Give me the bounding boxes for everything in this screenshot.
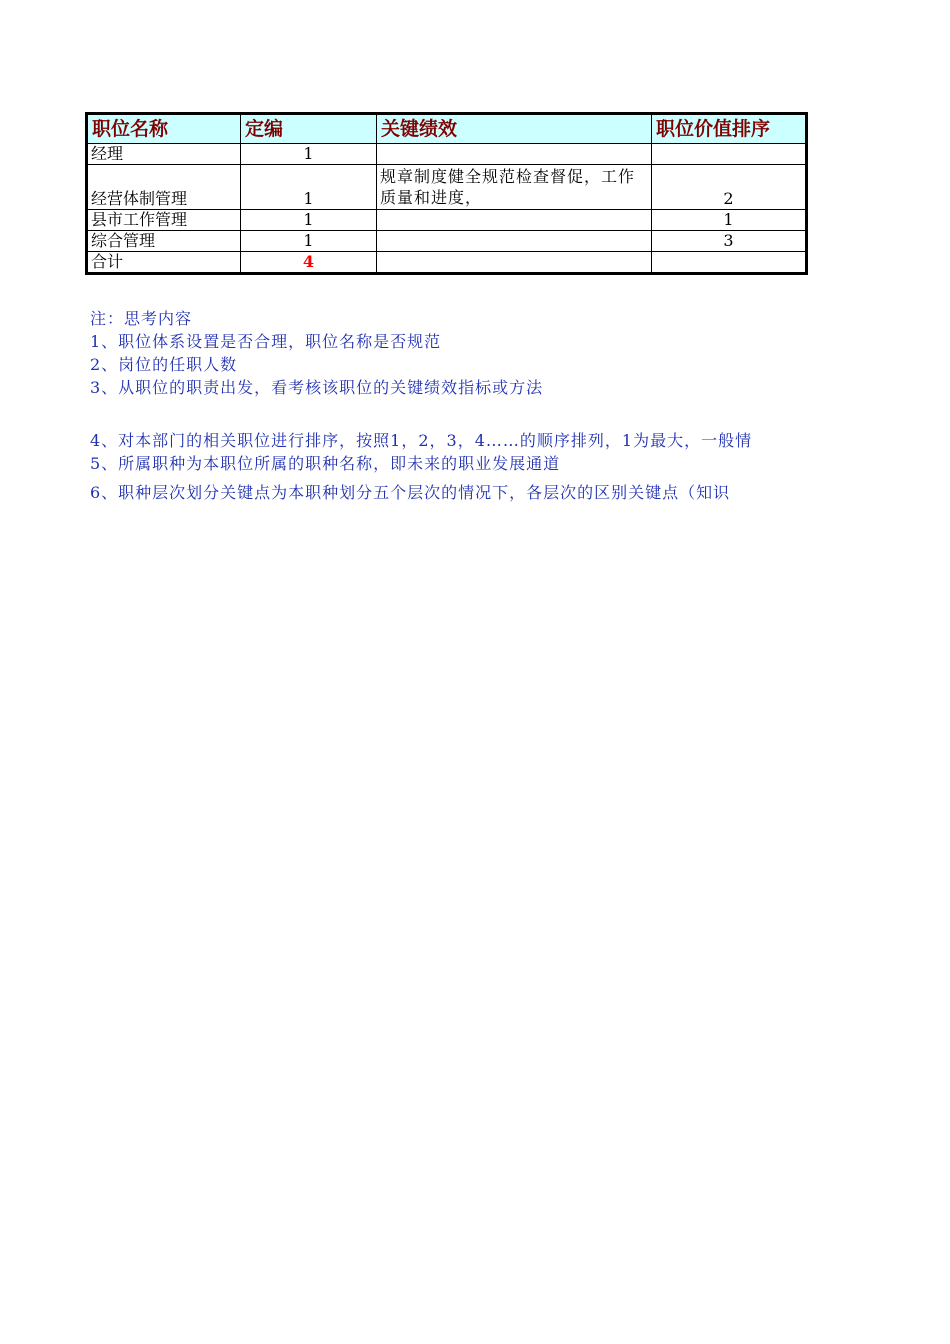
cell-position-name[interactable]: 综合管理 [87,231,241,252]
note-item[interactable]: 1、职位体系设置是否合理，职位名称是否规范 [90,332,442,351]
header-headcount[interactable]: 定编 [241,114,377,144]
cell-rank[interactable]: 2 [652,165,807,210]
table-row [87,231,807,252]
table-row [87,210,807,231]
cell-position-name[interactable]: 经理 [87,144,241,165]
cell-key-performance[interactable] [377,231,652,252]
cell-headcount[interactable]: 1 [241,165,377,210]
note-item[interactable]: 6、职种层次划分关键点为本职种划分五个层次的情况下，各层次的区别关键点（知识 [90,483,731,502]
cell-empty[interactable] [377,252,652,274]
note-item[interactable]: 3、从职位的职责出发，看考核该职位的关键绩效指标或方法 [90,378,544,397]
cell-total-count[interactable]: 4 [241,252,377,274]
table-row [87,144,807,165]
cell-key-performance[interactable] [377,144,652,165]
header-position-value-rank[interactable]: 职位价值排序 [652,114,807,144]
header-key-performance[interactable]: 关键绩效 [377,114,652,144]
cell-key-performance[interactable] [377,210,652,231]
cell-headcount[interactable]: 1 [241,144,377,165]
note-item[interactable]: 4、对本部门的相关职位进行排序，按照1，2，3，4……的顺序排列，1为最大，一般情 [90,431,753,450]
position-table [85,112,808,275]
cell-headcount[interactable]: 1 [241,231,377,252]
cell-position-name[interactable]: 县市工作管理 [87,210,241,231]
note-item[interactable]: 2、岗位的任职人数 [90,355,238,374]
cell-rank[interactable] [652,144,807,165]
cell-empty[interactable] [652,252,807,274]
table-row [87,165,807,210]
cell-rank[interactable]: 3 [652,231,807,252]
cell-position-name[interactable]: 经营体制管理 [87,165,241,210]
note-item[interactable]: 5、所属职种为本职位所属的职种名称，即未来的职业发展通道 [90,454,561,473]
cell-rank[interactable]: 1 [652,210,807,231]
notes-title[interactable]: 注：思考内容 [90,309,193,328]
cell-total-label[interactable]: 合计 [87,252,241,274]
table-total-row [87,252,807,274]
cell-headcount[interactable]: 1 [241,210,377,231]
cell-key-performance[interactable]: 规章制度健全规范检查督促，工作质量和进度， [377,165,652,210]
table-header-row [87,114,807,144]
header-position-name[interactable]: 职位名称 [87,114,241,144]
